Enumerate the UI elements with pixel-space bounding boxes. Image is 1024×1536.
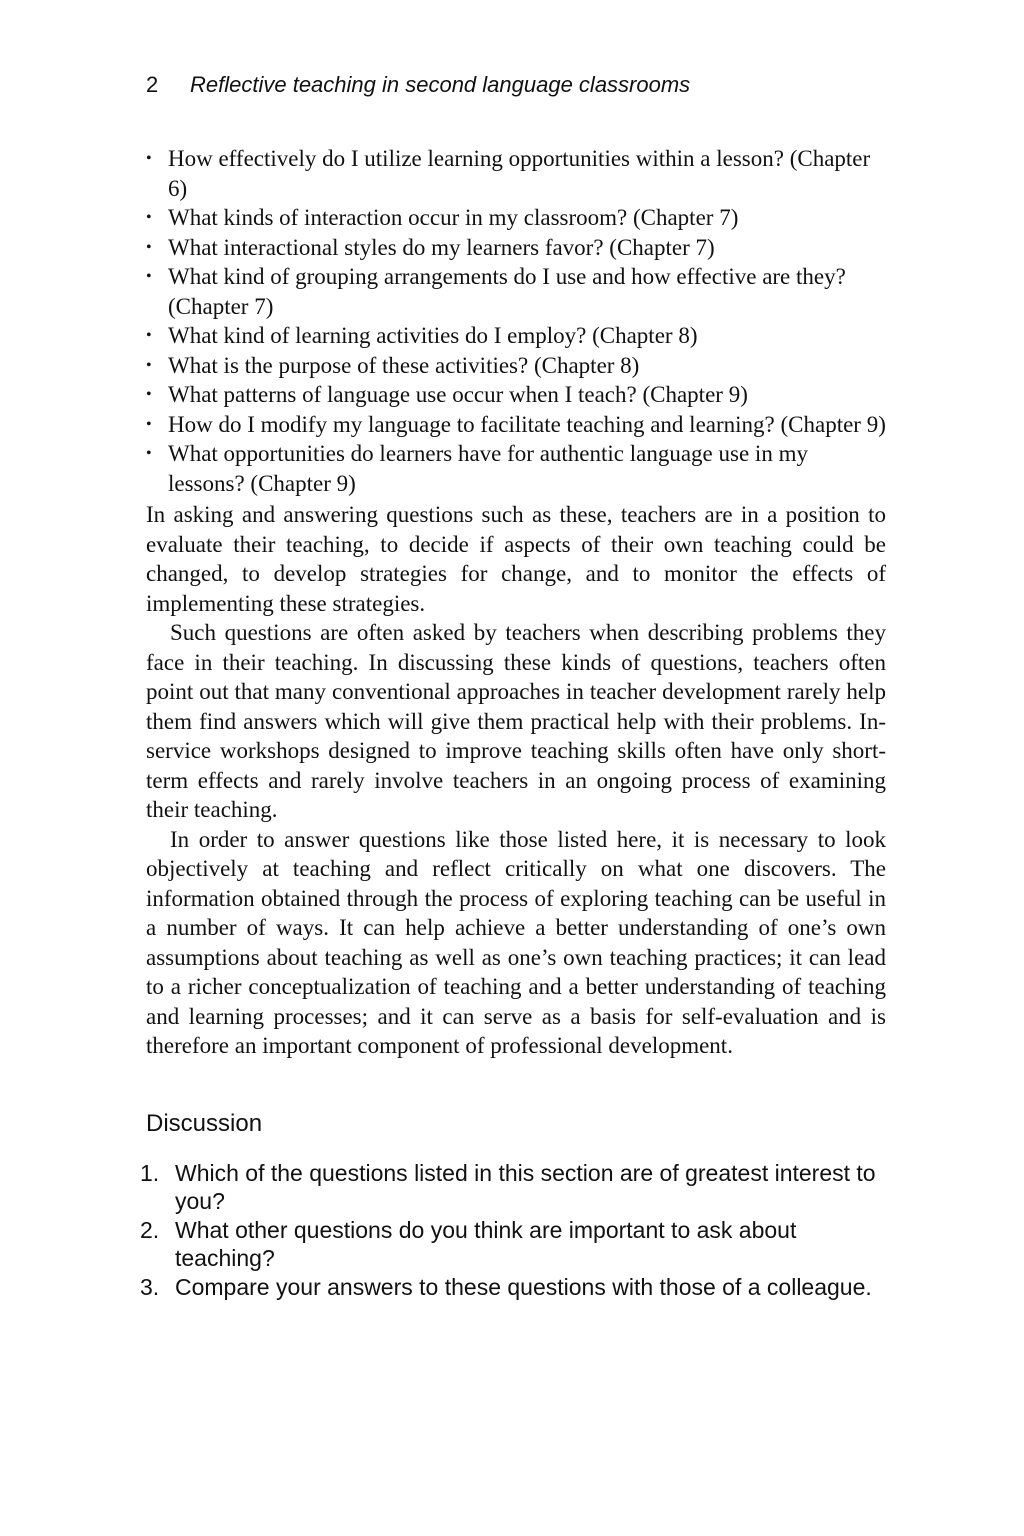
question-text: What is the purpose of these activities? (Chapter 8) [168,352,640,378]
bullet-icon: • [146,445,152,463]
question-item [146,439,886,498]
bullet-icon: • [146,386,152,404]
discussion-text: Which of the questions listed in this section are of greatest interest to you? [175,1159,876,1215]
question-item [146,233,886,263]
book-page [140,72,886,1301]
discussion-heading: Discussion [146,1109,263,1137]
bullet-icon: • [146,238,152,256]
bullet-icon: • [146,327,152,345]
discussion-text: Compare your answers to these questions with those of a colleague. [175,1273,872,1300]
question-text: How effectively do I utilize learning opportunities within a lesson? (Chapter 6) [168,146,871,201]
question-item [146,203,886,233]
question-item [146,351,886,381]
question-text: What interactional styles do my learners favor? (Chapter 7) [168,234,715,260]
question-item [146,410,886,440]
discussion-list [140,1159,886,1302]
discussion-item [140,1216,886,1273]
question-text: What patterns of language use occur when I teach? (Chapter 9) [168,382,748,408]
question-text: What kind of grouping arrangements do I use and how effective are they? (Chapter 7) [168,264,846,319]
discussion-item [140,1159,886,1216]
question-text: What opportunities do learners have for authentic language use in my lessons? (Chapter 9) [168,441,808,496]
paragraph: In asking and answering questions such as these, teachers are in a position to evaluate their teaching, to decide if aspects of their own teaching could be changed, to develop strategies for change, and to monitor the effects of implementing these strategies. [146,502,886,616]
question-text: What kind of learning activities do I employ? (Chapter 8) [168,323,698,349]
question-item [146,262,886,321]
question-text: How do I modify my language to facilitate teaching and learning? (Chapter 9) [168,411,886,437]
paragraph: In order to answer questions like those listed here, it is necessary to look objectively at teaching and reflect critically on what one discovers. The information obtained through the process of exploring teaching can be useful in a number of ways. It can help achieve a better understanding of one’s own assumptions about teaching as well as one’s own teaching practices; it can lead to a richer conceptualization of teaching and a better understanding of teaching and learning processes; and it can serve as a basis for self-evaluation and is therefore an important component of professional development. [146,826,886,1059]
page-number: 2 [146,72,159,97]
bullet-icon: • [146,209,152,227]
question-list [146,144,886,498]
bullet-icon: • [146,268,152,286]
question-item [146,380,886,410]
running-head [146,72,886,98]
discussion-text: What other questions do you think are important to ask about teaching? [175,1216,797,1272]
question-item [146,144,886,203]
paragraph: Such questions are often asked by teachers when describing problems they face in their teaching. In discussing these kinds of questions, teachers often point out that many conventional approaches in teacher development rarely help them find answers which will give them practical help with their problems. In-service workshops designed to improve teaching skills often have only short-term effects and rarely involve teachers in an ongoing process of examining their teaching. [146,620,886,823]
item-number: 2. [140,1216,160,1243]
question-text: What kinds of interaction occur in my classroom? (Chapter 7) [168,205,739,231]
bullet-icon: • [146,415,152,433]
bullet-icon: • [146,150,152,168]
book-title: Reflective teaching in second language classrooms [190,72,691,97]
item-number: 1. [140,1159,160,1186]
bullet-icon: • [146,356,152,374]
question-item [146,321,886,351]
discussion-item [140,1273,886,1302]
body-text [146,500,886,1061]
item-number: 3. [140,1273,160,1300]
